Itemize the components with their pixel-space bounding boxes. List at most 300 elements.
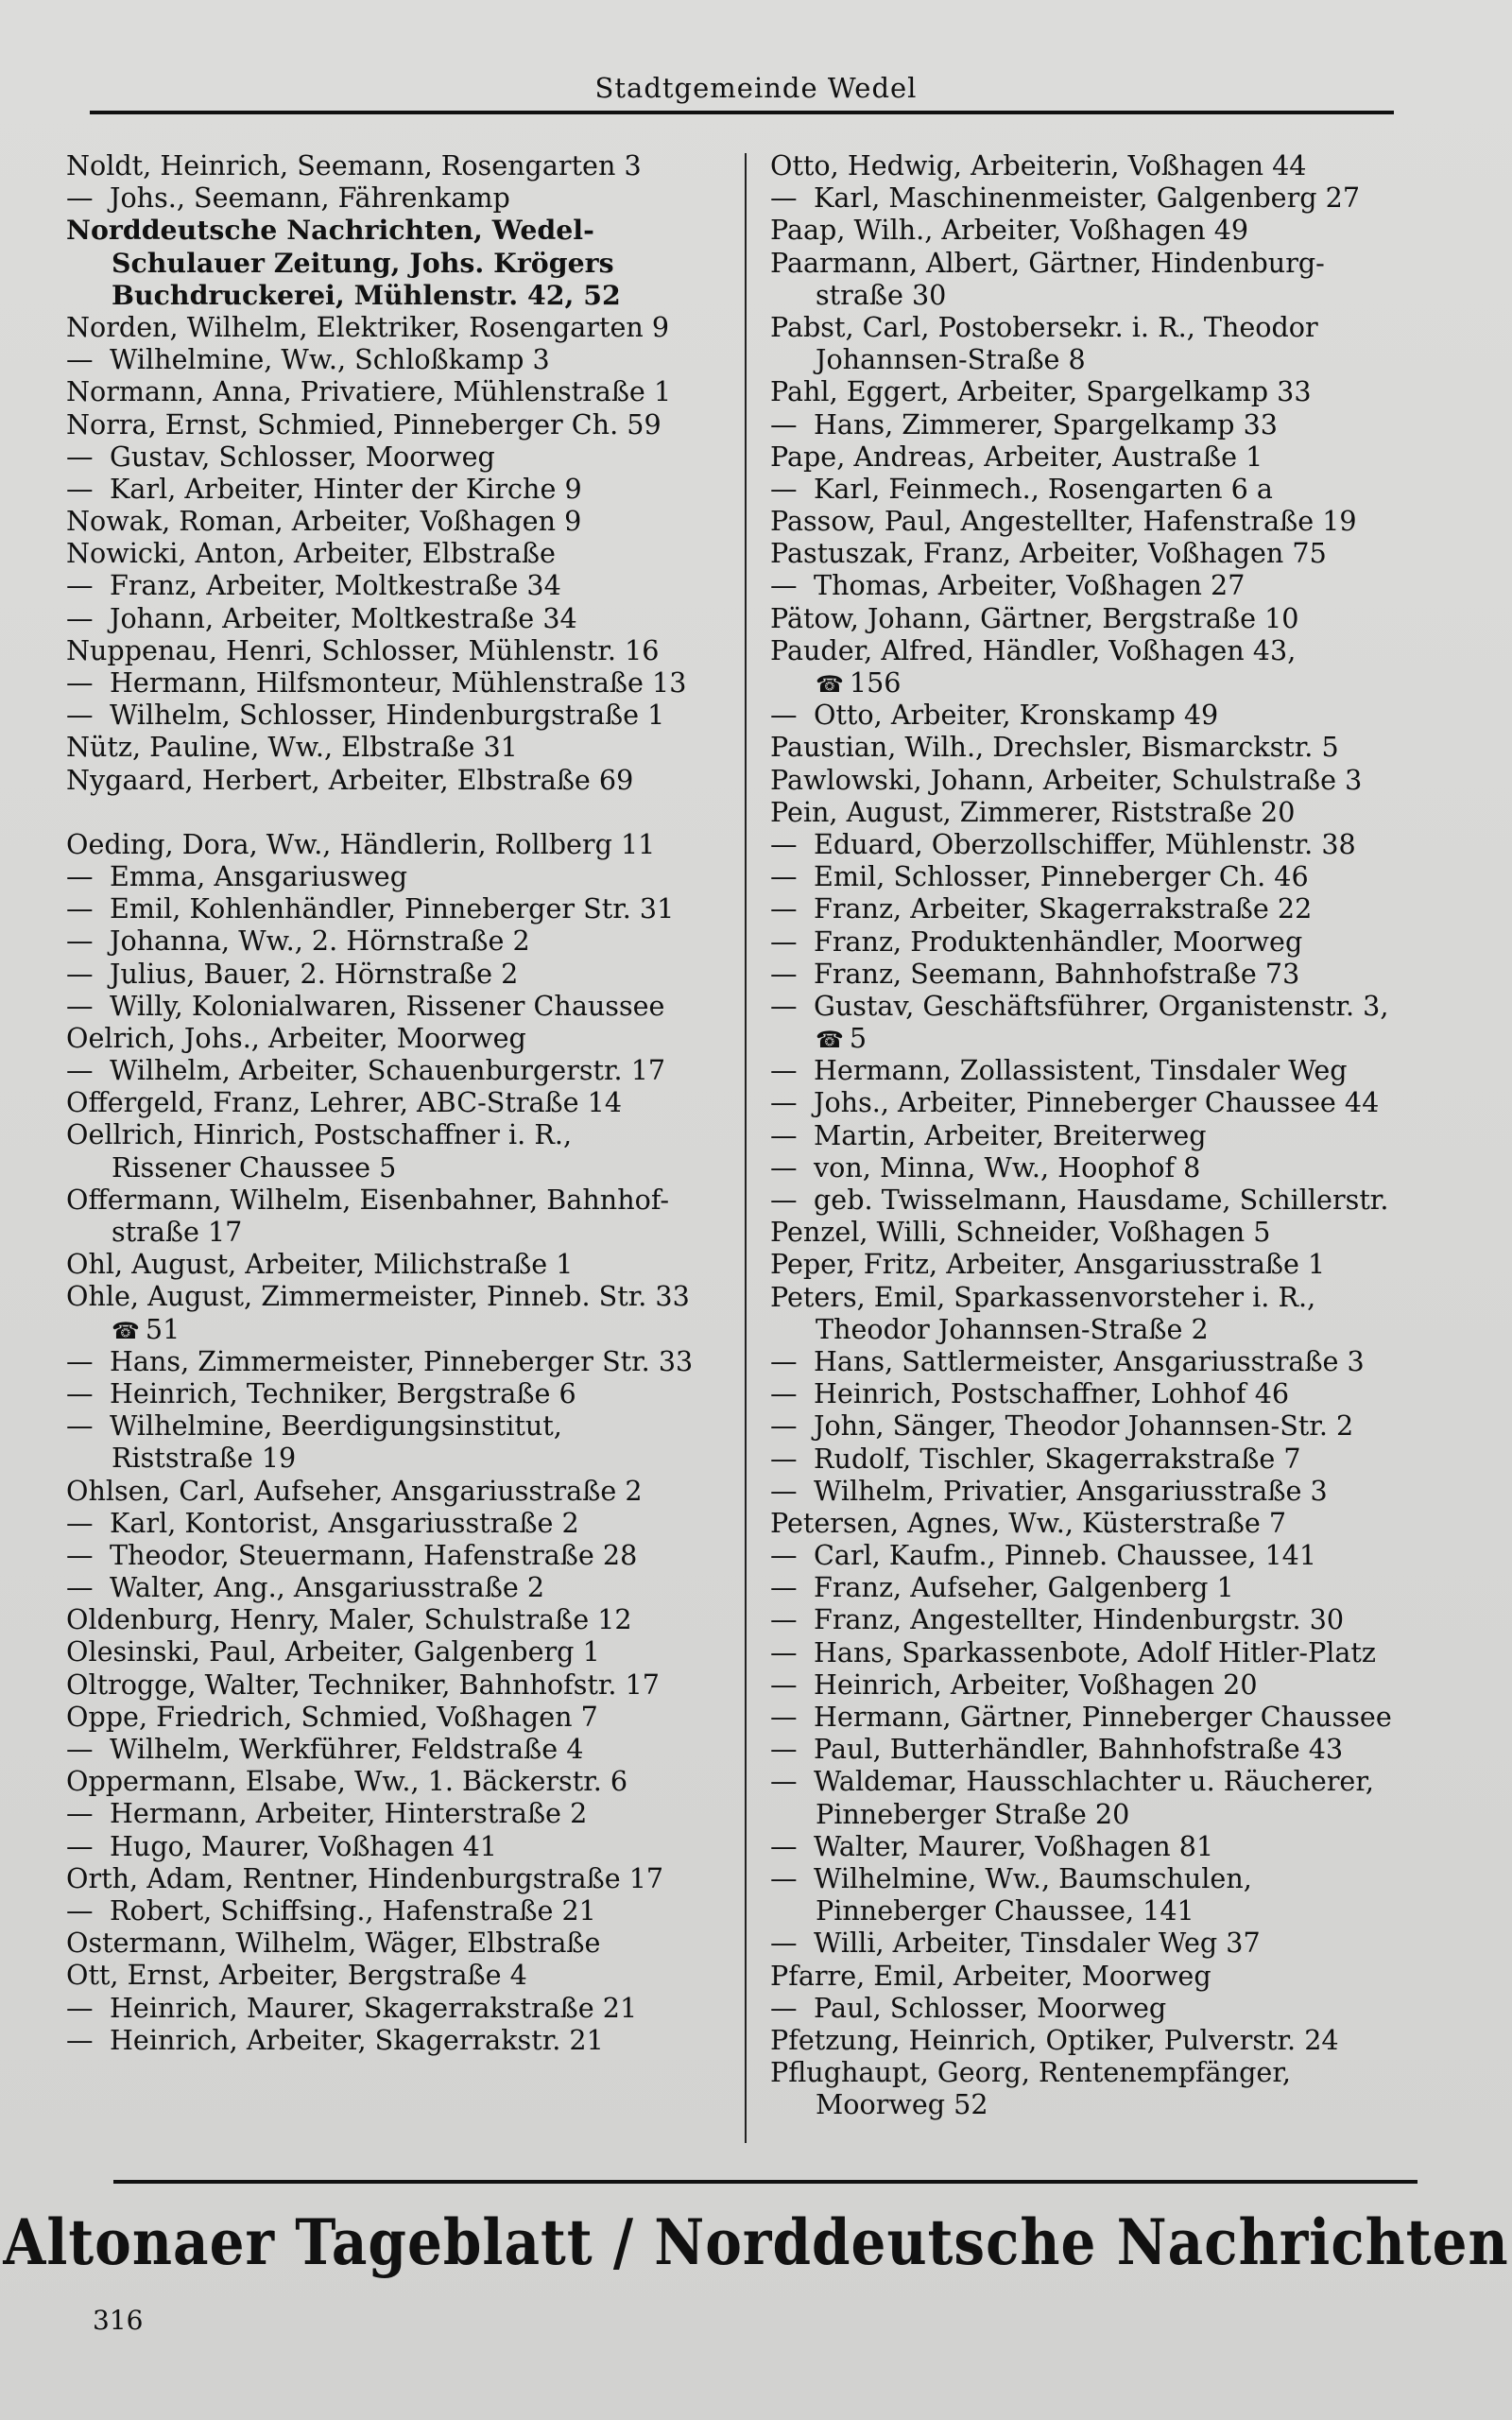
entry-text: Theodor, Steuermann, Hafenstraße 28: [110, 1538, 638, 1571]
directory-entry: [770, 1409, 1422, 1442]
ditto-dash: —: [66, 892, 94, 925]
entry-text: Buchdruckerei, Mühlenstr. 42, 52: [112, 278, 621, 311]
directory-entry: [770, 1798, 1422, 1830]
entry-text: Hans, Zimmerer, Spargelkamp 33: [814, 407, 1278, 441]
directory-entry: [770, 1216, 1422, 1248]
entry-text: Johs., Arbeiter, Pinneberger Chaussee 44: [814, 1086, 1380, 1119]
footer-title: Altonaer Tageblatt / Norddeutsche Nachrichten: [3, 2204, 1509, 2280]
directory-entry: [770, 1443, 1422, 1475]
entry-text: Karl, Maschinenmeister, Galgenberg 27: [814, 182, 1361, 215]
entry-text: Norddeutsche Nachrichten, Wedel-: [66, 214, 594, 247]
right-column: [770, 149, 1422, 2120]
ditto-dash: —: [770, 1054, 798, 1087]
ditto-dash: —: [770, 1991, 798, 2024]
directory-entry: [66, 666, 718, 699]
entry-text: Walter, Maurer, Voßhagen 81: [814, 1829, 1214, 1862]
directory-entry: [770, 764, 1422, 796]
directory-entry: [770, 1086, 1422, 1118]
entry-text: Hans, Sattlermeister, Ansgariusstraße 3: [814, 1344, 1365, 1377]
entry-text: Peper, Fritz, Arbeiter, Ansgariusstraße 1: [770, 1248, 1326, 1281]
ditto-dash: —: [770, 827, 798, 860]
directory-entry: [66, 892, 718, 925]
ditto-dash: —: [770, 1409, 798, 1443]
directory-entry: [66, 1409, 718, 1442]
directory-entry: [770, 1862, 1422, 1894]
directory-entry: [770, 796, 1422, 828]
directory-entry: [770, 828, 1422, 860]
ditto-dash: —: [66, 666, 94, 699]
ditto-dash: —: [66, 1733, 94, 1765]
ditto-dash: —: [770, 1927, 798, 1960]
entry-text: Pabst, Carl, Postobersekr. i. R., Theodor: [770, 310, 1318, 343]
entry-text: Oellrich, Hinrich, Postschaffner i. R.,: [66, 1118, 573, 1151]
entry-text: Norra, Ernst, Schmied, Pinneberger Ch. 59: [66, 407, 662, 441]
directory-entry: [66, 1022, 718, 1054]
ditto-dash: —: [770, 569, 798, 602]
entry-text: Oltrogge, Walter, Techniker, Bahnhofstr. 17: [66, 1668, 660, 1701]
ditto-dash: —: [770, 1861, 798, 1894]
directory-entry: [66, 1733, 718, 1765]
entry-text: Franz, Seemann, Bahnhofstraße 73: [814, 957, 1300, 990]
entry-text: Hermann, Hilfsmonteur, Mühlenstraße 13: [110, 666, 687, 699]
directory-entry: [770, 1765, 1422, 1797]
entry-text: Heinrich, Arbeiter, Voßhagen 20: [814, 1668, 1258, 1701]
entry-text: Ohle, August, Zimmermeister, Pinneb. Str. 33: [66, 1280, 690, 1313]
entry-text: Pawlowski, Johann, Arbeiter, Schulstraße 3: [770, 763, 1363, 796]
entry-text: Heinrich, Arbeiter, Skagerrakstr. 21: [110, 2023, 604, 2056]
directory-entry: [770, 1992, 1422, 2024]
directory-entry: [770, 666, 1422, 699]
directory-entry: [66, 182, 718, 214]
entry-text: von, Minna, Ww., Hoophof 8: [814, 1150, 1201, 1184]
entry-text: Carl, Kaufm., Pinneb. Chaussee, 141: [814, 1539, 1317, 1572]
ditto-dash: —: [66, 1797, 94, 1830]
directory-entry: [66, 860, 718, 892]
ditto-dash: —: [770, 182, 798, 215]
directory-entry: [66, 149, 718, 182]
ditto-dash: —: [66, 569, 94, 602]
entry-text: Walter, Ang., Ansgariusstraße 2: [110, 1571, 545, 1604]
directory-entry: [770, 1636, 1422, 1668]
ditto-dash: —: [66, 1571, 94, 1604]
directory-entry: [770, 958, 1422, 990]
entry-text: Hans, Zimmermeister, Pinneberger Str. 33: [110, 1344, 694, 1377]
entry-text: Wilhelm, Arbeiter, Schauenburgerstr. 17: [110, 1054, 666, 1087]
entry-text: Normann, Anna, Privatiere, Mühlenstraße 1: [66, 375, 672, 408]
ditto-dash: —: [770, 1377, 798, 1410]
entry-text: Pahl, Eggert, Arbeiter, Spargelkamp 33: [770, 375, 1312, 408]
directory-entry: [66, 1701, 718, 1733]
directory-entry: [66, 1248, 718, 1280]
ditto-dash: —: [770, 1539, 798, 1572]
ditto-dash: —: [66, 601, 94, 634]
entry-text: Wilhelm, Privatier, Ansgariusstraße 3: [814, 1474, 1328, 1507]
directory-entry: [770, 1151, 1422, 1184]
entry-text: Thomas, Arbeiter, Voßhagen 27: [814, 569, 1246, 602]
directory-entry: [66, 602, 718, 634]
entry-text: Johanna, Ww., 2. Hörnstraße 2: [110, 925, 530, 958]
directory-entry: [66, 828, 718, 860]
entry-text: Johannsen-Straße 8: [816, 343, 1086, 376]
directory-entry: [66, 1992, 718, 2024]
directory-entry: [770, 699, 1422, 731]
ditto-dash: —: [66, 1506, 94, 1539]
directory-entry: [770, 441, 1422, 473]
entry-text: Offermann, Wilhelm, Eisenbahner, Bahnhof-: [66, 1183, 670, 1216]
directory-entry: [66, 1635, 718, 1668]
entry-text: Olesinski, Paul, Arbeiter, Galgenberg 1: [66, 1635, 600, 1668]
entry-text: Pinneberger Straße 20: [816, 1797, 1130, 1830]
directory-entry: [66, 990, 718, 1022]
entry-text: Johs., Seemann, Fährenkamp: [110, 182, 510, 215]
ditto-dash: —: [66, 1829, 94, 1862]
directory-entry: [770, 860, 1422, 892]
directory-entry: [66, 1086, 718, 1118]
entry-text: Peters, Emil, Sparkassenvorsteher i. R.,: [770, 1280, 1316, 1313]
directory-entry: [770, 505, 1422, 537]
entry-text: Nygaard, Herbert, Arbeiter, Elbstraße 69: [66, 763, 634, 796]
ditto-dash: —: [66, 2023, 94, 2056]
entry-text: Rudolf, Tischler, Skagerrakstraße 7: [814, 1442, 1301, 1475]
running-head: Stadtgemeinde Wedel: [594, 72, 918, 104]
directory-entry: [66, 634, 718, 666]
directory-entry: [770, 1571, 1422, 1603]
directory-entry: [770, 1248, 1422, 1280]
entry-text: Ostermann, Wilhelm, Wäger, Elbstraße: [66, 1927, 601, 1960]
entry-text: Pfetzung, Heinrich, Optiker, Pulverstr. 24: [770, 2023, 1339, 2056]
directory-entry: [66, 1765, 718, 1797]
entry-text: Franz, Produktenhändler, Moorweg: [814, 925, 1303, 958]
section-gap: [66, 796, 718, 828]
ditto-dash: —: [770, 957, 798, 990]
entry-text: Pflughaupt, Georg, Rentenempfänger,: [770, 2056, 1291, 2089]
ditto-dash: —: [770, 1635, 798, 1668]
directory-entry: [770, 602, 1422, 634]
directory-entry: [66, 1345, 718, 1377]
entry-text: Emil, Kohlenhändler, Pinneberger Str. 31: [110, 892, 675, 925]
ditto-dash: —: [66, 699, 94, 732]
entry-text: Riststraße 19: [112, 1442, 297, 1475]
entry-text: Otto, Arbeiter, Kronskamp 49: [814, 699, 1219, 732]
entry-text: Karl, Arbeiter, Hinter der Kirche 9: [110, 472, 582, 505]
entry-text: Nuppenau, Henri, Schlosser, Mühlenstr. 16: [66, 633, 660, 666]
directory-entry: [770, 1119, 1422, 1151]
entry-text: geb. Twisselmann, Hausdame, Schillerstr.: [814, 1184, 1389, 1216]
directory-entry: [770, 182, 1422, 214]
directory-entry: [66, 1507, 718, 1539]
entry-text: Oelrich, Johs., Arbeiter, Moorweg: [66, 1021, 526, 1054]
telephone-icon: ☎: [816, 1027, 844, 1054]
entry-text: Heinrich, Postschaffner, Lohhof 46: [814, 1377, 1290, 1410]
directory-entry: [66, 1797, 718, 1829]
directory-entry: [66, 1377, 718, 1409]
ditto-dash: —: [770, 1442, 798, 1475]
ditto-dash: —: [770, 892, 798, 925]
directory-entry: [66, 1927, 718, 1959]
directory-entry: [770, 1668, 1422, 1701]
entry-text: straße 30: [816, 278, 947, 311]
ditto-dash: —: [770, 1571, 798, 1604]
directory-entry: [770, 1701, 1422, 1733]
directory-entry: [770, 634, 1422, 666]
entry-text: Ohlsen, Carl, Aufseher, Ansgariusstraße 2: [66, 1474, 643, 1507]
directory-entry: [66, 279, 718, 311]
entry-text: Paul, Schlosser, Moorweg: [814, 1991, 1167, 2024]
ditto-dash: —: [66, 925, 94, 958]
entry-text: Petersen, Agnes, Ww., Küsterstraße 7: [770, 1506, 1287, 1539]
entry-text: Pastuszak, Franz, Arbeiter, Voßhagen 75: [770, 537, 1327, 570]
entry-text: Oppe, Friedrich, Schmied, Voßhagen 7: [66, 1700, 598, 1733]
entry-text: Nowicki, Anton, Arbeiter, Elbstraße: [66, 537, 556, 570]
directory-entry: [770, 149, 1422, 182]
ditto-dash: —: [770, 699, 798, 732]
directory-entry: [66, 441, 718, 473]
directory-entry: [66, 1313, 718, 1345]
directory-entry: [66, 505, 718, 537]
entry-text: Hugo, Maurer, Voßhagen 41: [110, 1829, 498, 1862]
entry-text: 156: [849, 666, 902, 699]
entry-text: Willi, Arbeiter, Tinsdaler Weg 37: [814, 1927, 1261, 1960]
directory-entry: [770, 569, 1422, 601]
directory-entry: [770, 2056, 1422, 2088]
ditto-dash: —: [66, 440, 94, 473]
entry-text: Waldemar, Hausschlachter u. Räucherer,: [814, 1765, 1374, 1798]
directory-entry: [770, 343, 1422, 375]
ditto-dash: —: [66, 472, 94, 505]
entry-text: Gustav, Geschäftsführer, Organistenstr. 3,: [814, 989, 1389, 1022]
directory-entry: [66, 1862, 718, 1894]
directory-entry: [770, 1377, 1422, 1409]
directory-entry: [66, 1280, 718, 1312]
entry-text: Pein, August, Zimmerer, Riststraße 20: [770, 795, 1296, 828]
entry-text: Paap, Wilh., Arbeiter, Voßhagen 49: [770, 214, 1249, 247]
ditto-dash: —: [66, 1538, 94, 1571]
directory-entry: [66, 408, 718, 441]
entry-text: Norden, Wilhelm, Elektriker, Rosengarten 9: [66, 310, 670, 343]
directory-entry: [770, 2024, 1422, 2056]
directory-entry: [770, 311, 1422, 343]
entry-text: Emil, Schlosser, Pinneberger Ch. 46: [814, 860, 1309, 893]
directory-entry: [770, 537, 1422, 569]
directory-entry: [66, 1894, 718, 1927]
entry-text: Wilhelmine, Ww., Baumschulen,: [814, 1861, 1252, 1894]
directory-entry: [66, 473, 718, 505]
directory-entry: [770, 1539, 1422, 1571]
directory-entry: [770, 1927, 1422, 1959]
ditto-dash: —: [66, 989, 94, 1022]
entry-text: Emma, Ansgariusweg: [110, 859, 408, 892]
entry-text: Penzel, Willi, Schneider, Voßhagen 5: [770, 1216, 1271, 1249]
entry-text: Oppermann, Elsabe, Ww., 1. Bäckerstr. 6: [66, 1765, 628, 1798]
entry-text: Schulauer Zeitung, Johs. Krögers: [112, 246, 614, 279]
ditto-dash: —: [66, 859, 94, 892]
directory-entry: [66, 537, 718, 569]
directory-entry: [66, 375, 718, 407]
entry-text: Hans, Sparkassenbote, Adolf Hitler-Platz: [814, 1635, 1376, 1668]
directory-entry: [770, 1022, 1422, 1054]
ditto-dash: —: [770, 1344, 798, 1377]
entry-text: Robert, Schiffsing., Hafenstraße 21: [110, 1893, 596, 1927]
entry-text: Offergeld, Franz, Lehrer, ABC-Straße 14: [66, 1086, 623, 1119]
directory-entry: [770, 1281, 1422, 1313]
entry-text: Franz, Arbeiter, Skagerrakstraße 22: [814, 892, 1313, 925]
directory-entry: [770, 1960, 1422, 1992]
entry-text: Wilhelm, Schlosser, Hindenburgstraße 1: [110, 699, 665, 732]
directory-entry: [66, 1054, 718, 1086]
ditto-dash: —: [770, 860, 798, 893]
ditto-dash: —: [770, 1118, 798, 1151]
directory-entry: [66, 1475, 718, 1507]
directory-entry: [770, 2088, 1422, 2120]
entry-text: Rissener Chaussee 5: [112, 1150, 397, 1184]
entry-text: Oldenburg, Henry, Maler, Schulstraße 12: [66, 1603, 632, 1636]
directory-entry: [66, 343, 718, 375]
entry-text: Orth, Adam, Rentner, Hindenburgstraße 17: [66, 1861, 664, 1894]
entry-text: straße 17: [112, 1216, 243, 1248]
ditto-dash: —: [770, 1668, 798, 1701]
entry-text: Theodor Johannsen-Straße 2: [816, 1312, 1209, 1345]
directory-entry: [66, 958, 718, 990]
entry-text: Gustav, Schlosser, Moorweg: [110, 440, 495, 473]
ditto-dash: —: [770, 1603, 798, 1636]
ditto-dash: —: [66, 182, 94, 215]
entry-text: Hermann, Arbeiter, Hinterstraße 2: [110, 1797, 588, 1830]
entry-text: Wilhelmine, Ww., Schloßkamp 3: [110, 343, 550, 376]
entry-text: Passow, Paul, Angestellter, Hafenstraße 19: [770, 505, 1357, 538]
entry-text: Paustian, Wilh., Drechsler, Bismarckstr. 5: [770, 731, 1339, 764]
entry-text: John, Sänger, Theodor Johannsen-Str. 2: [814, 1409, 1354, 1443]
entry-text: 51: [145, 1312, 180, 1345]
page-number: 316: [93, 2305, 144, 2336]
ditto-dash: —: [770, 1184, 798, 1216]
directory-entry: [66, 1184, 718, 1216]
entry-text: Pinneberger Chaussee, 141: [816, 1894, 1194, 1927]
entry-text: Franz, Angestellter, Hindenburgstr. 30: [814, 1603, 1345, 1636]
ditto-dash: —: [66, 1344, 94, 1377]
ditto-dash: —: [66, 957, 94, 990]
directory-entry: [770, 731, 1422, 763]
ditto-dash: —: [770, 1733, 798, 1766]
directory-entry: [770, 408, 1422, 441]
ditto-dash: —: [770, 1474, 798, 1507]
directory-entry: [66, 1151, 718, 1184]
entry-text: Pape, Andreas, Arbeiter, Austraße 1: [770, 440, 1263, 473]
entry-text: Julius, Bauer, 2. Hörnstraße 2: [110, 957, 519, 990]
directory-entry: [66, 925, 718, 957]
directory-entry: [66, 1442, 718, 1474]
entry-text: Oeding, Dora, Ww., Händlerin, Rollberg 11: [66, 827, 656, 860]
directory-entry: [66, 247, 718, 279]
entry-text: Heinrich, Techniker, Bergstraße 6: [110, 1376, 576, 1409]
entry-text: Pfarre, Emil, Arbeiter, Moorweg: [770, 1959, 1211, 1992]
entry-text: Ohl, August, Arbeiter, Milichstraße 1: [66, 1248, 574, 1281]
directory-entry: [770, 892, 1422, 925]
directory-entry: [66, 1830, 718, 1862]
entry-text: Wilhelmine, Beerdigungsinstitut,: [110, 1409, 562, 1443]
entry-text: Johann, Arbeiter, Moltkestraße 34: [110, 601, 577, 634]
directory-entry: [770, 473, 1422, 505]
ditto-dash: —: [770, 1701, 798, 1733]
entry-text: Martin, Arbeiter, Breiterweg: [814, 1118, 1207, 1151]
entry-text: Hermann, Zollassistent, Tinsdaler Weg: [814, 1054, 1348, 1087]
directory-entry: [66, 1571, 718, 1603]
ditto-dash: —: [770, 472, 798, 505]
top-rule: [90, 111, 1394, 114]
entry-text: 5: [849, 1022, 868, 1055]
ditto-dash: —: [770, 1829, 798, 1862]
entry-text: Otto, Hedwig, Arbeiterin, Voßhagen 44: [770, 149, 1307, 182]
directory-entry: [770, 1054, 1422, 1086]
ditto-dash: —: [66, 1409, 94, 1443]
entry-text: Franz, Arbeiter, Moltkestraße 34: [110, 569, 561, 602]
entry-text: Moorweg 52: [816, 2088, 988, 2121]
entry-text: Wilhelm, Werkführer, Feldstraße 4: [110, 1733, 584, 1765]
directory-entry: [770, 925, 1422, 958]
directory-entry: [66, 311, 718, 343]
entry-text: Nowak, Roman, Arbeiter, Voßhagen 9: [66, 505, 582, 538]
ditto-dash: —: [770, 989, 798, 1022]
entry-text: Franz, Aufseher, Galgenberg 1: [814, 1571, 1234, 1604]
directory-entry: [66, 1539, 718, 1571]
directory-entry: [770, 1345, 1422, 1377]
directory-entry: [66, 569, 718, 601]
entry-text: Ott, Ernst, Arbeiter, Bergstraße 4: [66, 1959, 527, 1992]
column-divider: [745, 153, 747, 2143]
entry-text: Karl, Feinmech., Rosengarten 6 a: [814, 472, 1273, 505]
directory-entry: [770, 279, 1422, 311]
ditto-dash: —: [770, 925, 798, 958]
directory-entry: [770, 1475, 1422, 1507]
directory-entry: [770, 1830, 1422, 1862]
directory-entry: [66, 731, 718, 763]
directory-entry: [770, 1184, 1422, 1216]
ditto-dash: —: [66, 1054, 94, 1087]
ditto-dash: —: [66, 343, 94, 376]
ditto-dash: —: [770, 1150, 798, 1184]
entry-text: Paarmann, Albert, Gärtner, Hindenburg-: [770, 246, 1325, 279]
directory-entry: [66, 214, 718, 246]
entry-text: Hermann, Gärtner, Pinneberger Chaussee: [814, 1701, 1392, 1733]
directory-entry: [66, 2024, 718, 2056]
telephone-icon: ☎: [816, 671, 844, 698]
directory-entry: [770, 1733, 1422, 1765]
directory-entry: [66, 699, 718, 731]
bottom-rule: [113, 2180, 1418, 2184]
ditto-dash: —: [66, 1893, 94, 1927]
telephone-icon: ☎: [112, 1317, 140, 1344]
entry-text: Willy, Kolonialwaren, Rissener Chaussee: [110, 989, 665, 1022]
directory-entry: [66, 1668, 718, 1701]
ditto-dash: —: [770, 1086, 798, 1119]
directory-entry: [770, 1603, 1422, 1635]
directory-entry: [770, 375, 1422, 407]
ditto-dash: —: [66, 1991, 94, 2024]
directory-entry: [770, 1894, 1422, 1927]
directory-entry: [770, 247, 1422, 279]
directory-entry: [66, 1603, 718, 1635]
directory-entry: [770, 214, 1422, 246]
directory-entry: [66, 1216, 718, 1248]
directory-entry: [770, 1507, 1422, 1539]
ditto-dash: —: [66, 1376, 94, 1409]
entry-text: Eduard, Oberzollschiffer, Mühlenstr. 38: [814, 827, 1356, 860]
entry-text: Pätow, Johann, Gärtner, Bergstraße 10: [770, 601, 1299, 634]
entry-text: Nütz, Pauline, Ww., Elbstraße 31: [66, 731, 518, 764]
directory-entry: [770, 990, 1422, 1022]
entry-text: Heinrich, Maurer, Skagerrakstraße 21: [110, 1991, 638, 2024]
directory-entry: [66, 1118, 718, 1150]
directory-entry: [66, 764, 718, 796]
